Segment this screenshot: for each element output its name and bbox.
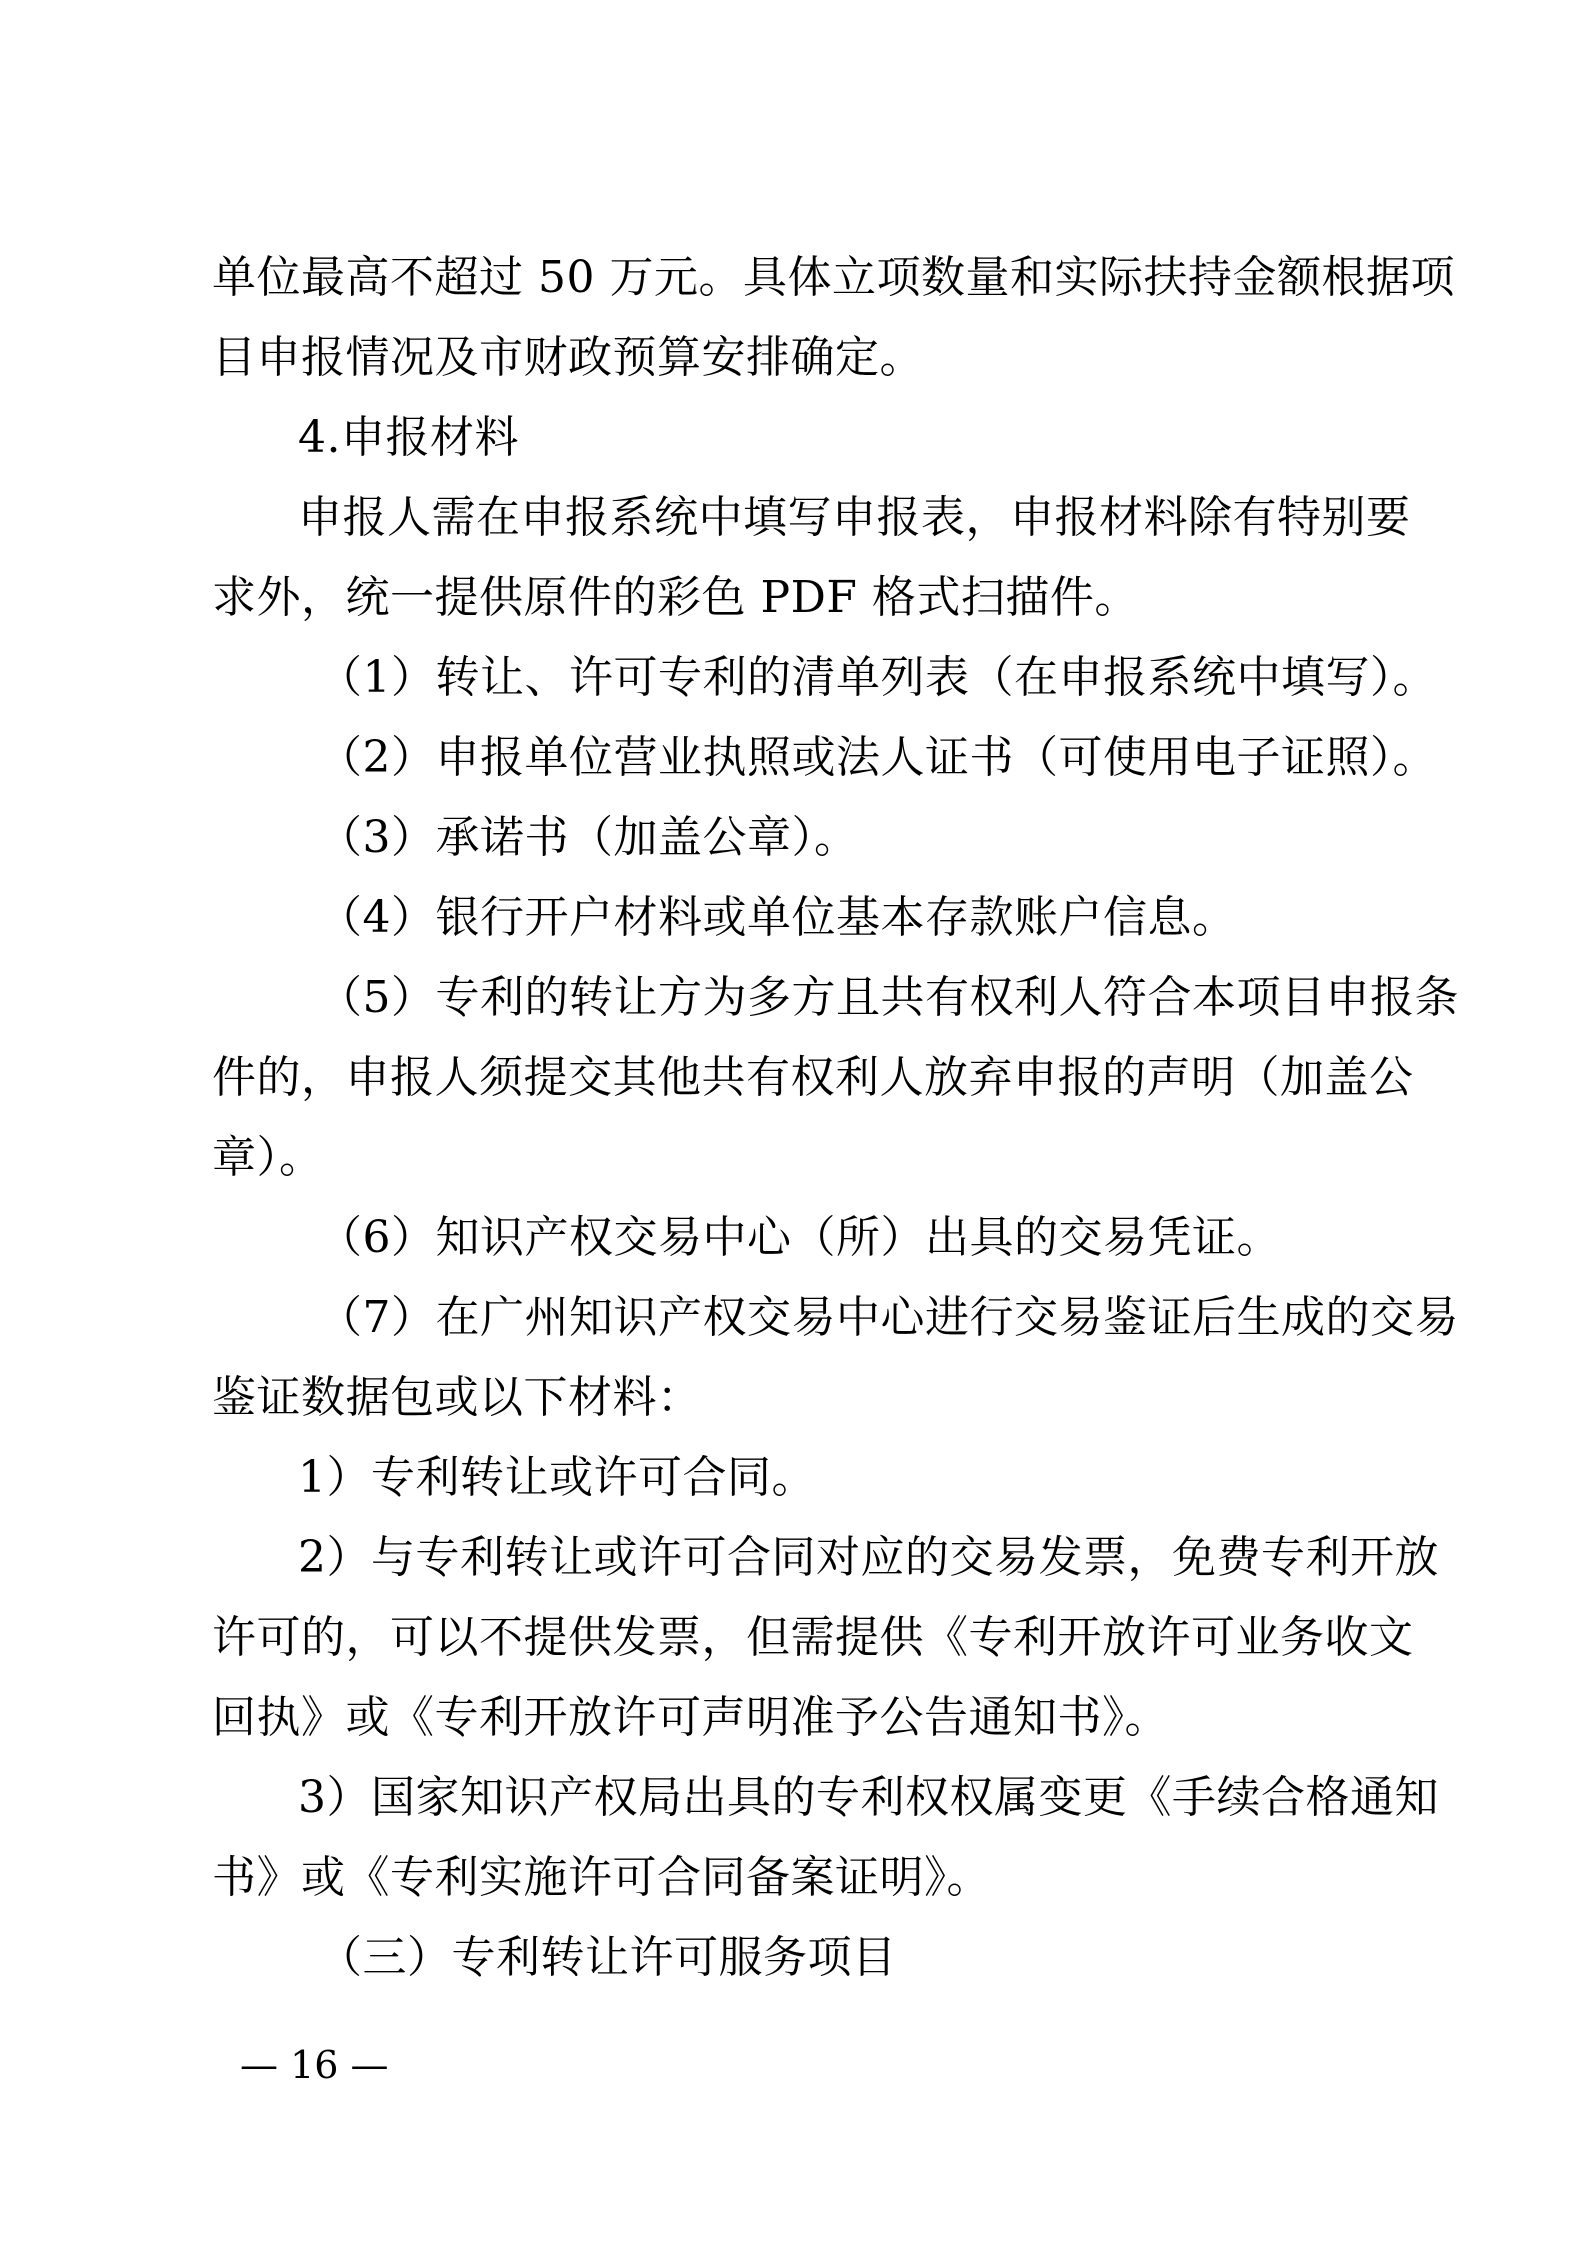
list-item: （5）专利的转让方为多方且共有权利人符合本项目申报条	[318, 972, 1459, 1023]
body-text-line: 目申报情况及市财政预算安排确定。	[212, 332, 924, 383]
sub-list-item: 3）国家知识产权局出具的专利权权属变更《手续合格通知	[298, 1772, 1439, 1823]
list-item: （6）知识产权交易中心（所）出具的交易凭证。	[318, 1212, 1281, 1263]
body-text-line: 单位最高不超过 50 万元。具体立项数量和实际扶持金额根据项	[212, 252, 1455, 303]
list-item: （1）转让、许可专利的清单列表（在申报系统中填写）。	[318, 652, 1437, 703]
list-item: （7）在广州知识产权交易中心进行交易鉴证后生成的交易	[318, 1292, 1459, 1343]
body-text-line: 求外，统一提供原件的彩色 PDF 格式扫描件。	[212, 572, 1139, 623]
list-item: （2）申报单位营业执照或法人证书（可使用电子证照）。	[318, 732, 1437, 783]
body-text-line: 许可的，可以不提供发票，但需提供《专利开放许可业务收文	[212, 1612, 1414, 1663]
list-item: （3）承诺书（加盖公章）。	[318, 812, 859, 863]
body-text-line: 书》或《专利实施许可合同备案证明》。	[212, 1852, 991, 1903]
sub-list-item: 1）专利转让或许可合同。	[298, 1452, 816, 1503]
page-number: — 16 —	[240, 2043, 389, 2087]
body-text-line: 章）。	[212, 1132, 324, 1183]
list-item: （4）银行开户材料或单位基本存款账户信息。	[318, 892, 1237, 943]
body-text-line: 申报人需在申报系统中填写申报表，申报材料除有特别要	[298, 492, 1411, 543]
body-text-line: 件的，申报人须提交其他共有权利人放弃申报的声明（加盖公	[212, 1052, 1414, 1103]
section-heading: （三）专利转让许可服务项目	[318, 1932, 897, 1983]
sub-list-item: 2）与专利转让或许可合同对应的交易发票，免费专利开放	[298, 1532, 1439, 1583]
section-heading: 4.申报材料	[298, 412, 519, 463]
body-text-line: 回执》或《专利开放许可声明准予公告通知书》。	[212, 1692, 1169, 1743]
body-text-line: 鉴证数据包或以下材料：	[212, 1372, 702, 1423]
